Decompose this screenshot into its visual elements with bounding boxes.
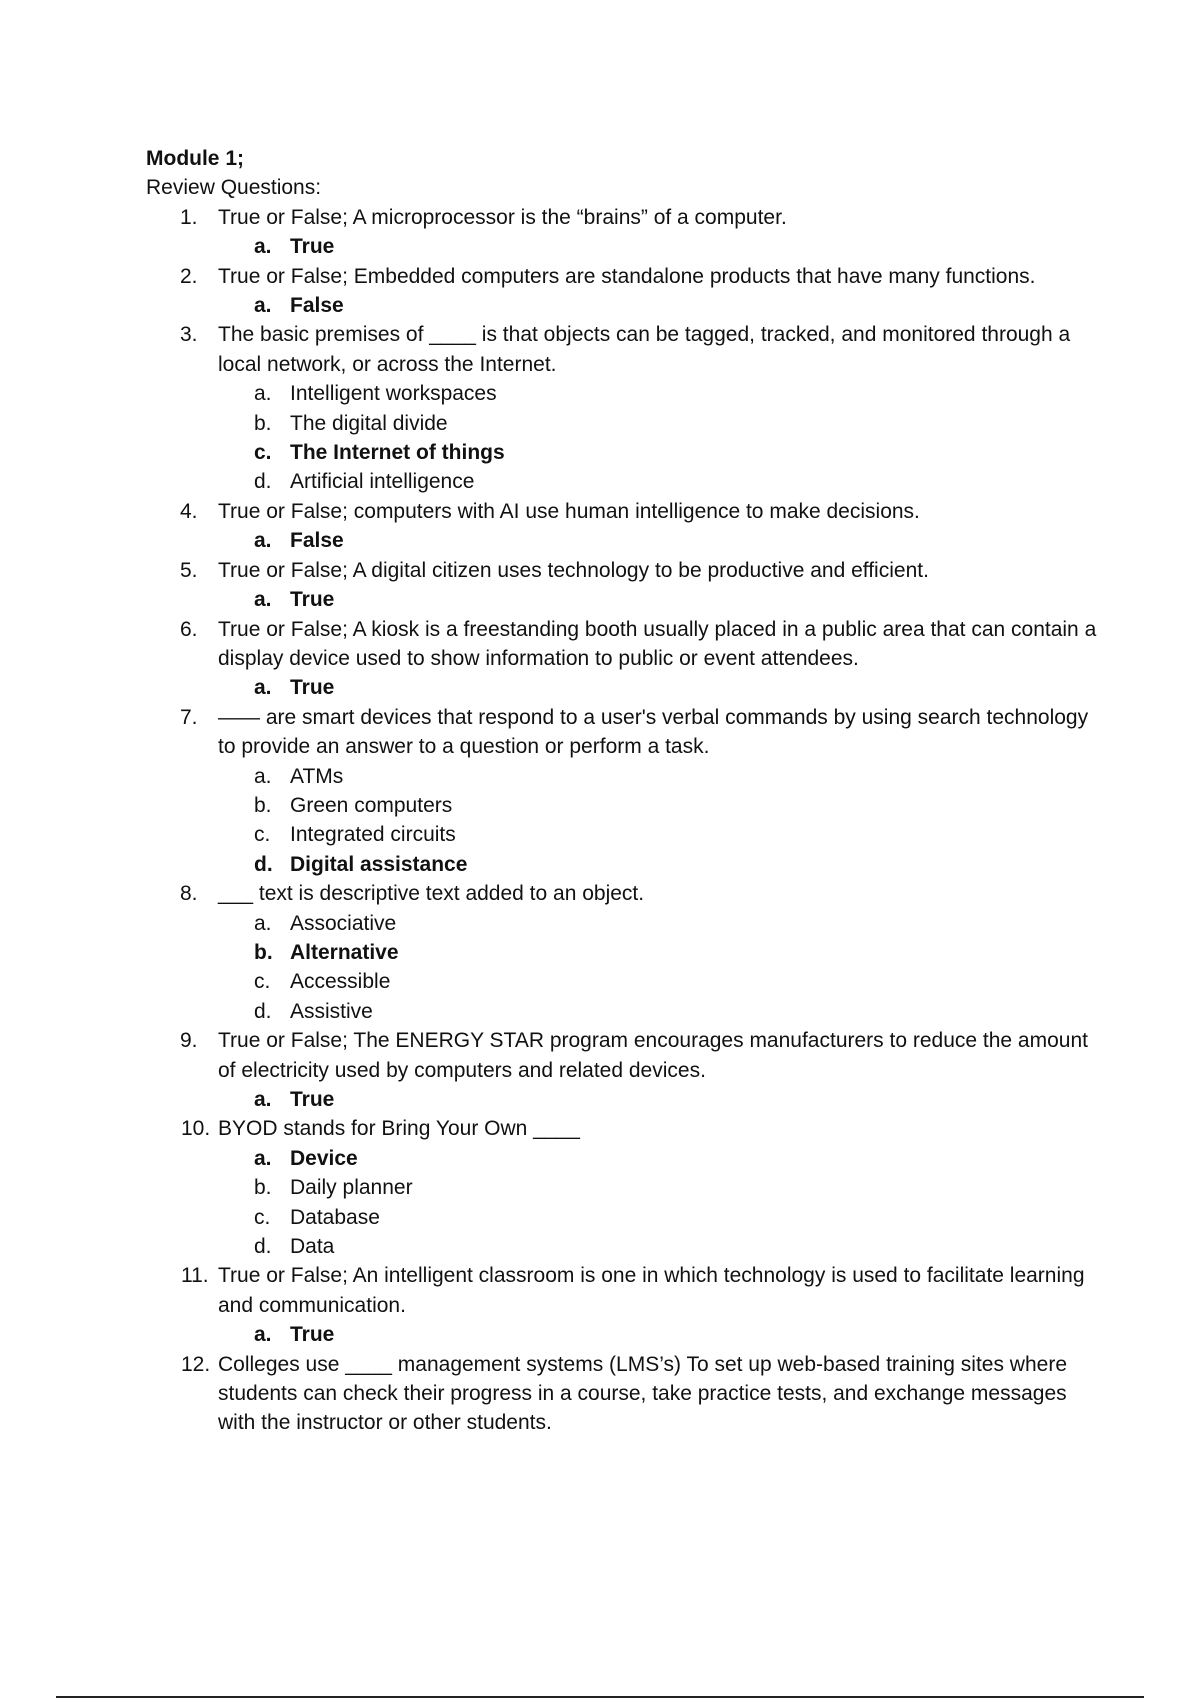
option-letter: d. <box>254 470 272 494</box>
question-number: 11. <box>181 1264 209 1288</box>
correct-answer-option <box>218 1085 1106 1114</box>
option-text: Assistive <box>290 999 373 1023</box>
answer-options <box>218 762 1106 880</box>
answer-options <box>218 673 1106 702</box>
option-text: Database <box>290 1205 380 1229</box>
question-item <box>146 1026 1106 1114</box>
option-letter: d. <box>254 1235 272 1259</box>
option-text: Artificial intelligence <box>290 470 475 494</box>
option-letter: a. <box>254 588 272 612</box>
option-letter: a. <box>254 294 272 318</box>
question-number: 2. <box>180 264 198 288</box>
correct-answer-option <box>218 232 1106 261</box>
answer-option <box>218 967 1106 996</box>
option-letter: a. <box>254 529 272 553</box>
option-text: Intelligent workspaces <box>290 382 497 406</box>
question-text: True or False; The ENERGY STAR program encourages manufacturers to reduce the amount of electricity used by computers and related devices. <box>218 1029 1088 1082</box>
question-text: True or False; A digital citizen uses technology to be productive and efficient. <box>218 558 929 582</box>
correct-answer-option <box>218 850 1106 879</box>
option-letter: c. <box>254 441 272 465</box>
option-letter: a. <box>254 235 272 259</box>
question-text: True or False; A kiosk is a freestanding booth usually placed in a public area that can contain a display device used to show information to public or event attendees. <box>218 617 1097 670</box>
option-text: Accessible <box>290 970 391 994</box>
option-letter: d. <box>254 852 273 876</box>
question-text: BYOD stands for Bring Your Own ____ <box>218 1117 580 1141</box>
option-letter: d. <box>254 999 272 1023</box>
answer-options <box>218 1085 1106 1114</box>
question-text: True or False; Embedded computers are standalone products that have many functions. <box>218 264 1036 288</box>
option-text: Daily planner <box>290 1176 413 1200</box>
answer-options <box>218 1144 1106 1262</box>
answer-option <box>218 909 1106 938</box>
answer-option <box>218 1203 1106 1232</box>
option-text: The Internet of things <box>290 441 505 465</box>
page-bottom-rule <box>56 1696 1144 1698</box>
option-letter: c. <box>254 970 271 994</box>
option-letter: b. <box>254 940 273 964</box>
question-number: 9. <box>180 1029 198 1053</box>
option-letter: a. <box>254 382 272 406</box>
option-text: Integrated circuits <box>290 823 456 847</box>
option-text: False <box>290 294 344 318</box>
option-letter: c. <box>254 1205 271 1229</box>
option-letter: a. <box>254 676 272 700</box>
correct-answer-option <box>218 291 1106 320</box>
option-letter: b. <box>254 1176 272 1200</box>
question-item <box>146 879 1106 1026</box>
correct-answer-option <box>218 585 1106 614</box>
question-text: Colleges use ____ management systems (LMS’s) To set up web-based training sites where students can check their progress in a course, take practice tests, and exchange messages with the instructor or other students. <box>218 1352 1067 1435</box>
question-item <box>146 1114 1106 1261</box>
option-text: Data <box>290 1235 335 1259</box>
option-letter: c. <box>254 823 271 847</box>
review-heading: Review Questions: <box>146 176 322 200</box>
questions-list <box>146 203 1106 1438</box>
question-number: 10. <box>181 1117 211 1141</box>
answer-options <box>218 232 1106 261</box>
question-text: True or False; An intelligent classroom is one in which technology is used to facilitate learning and communication. <box>218 1264 1085 1317</box>
correct-answer-option <box>218 1320 1106 1349</box>
question-number: 4. <box>180 499 198 523</box>
correct-answer-option <box>218 526 1106 555</box>
question-item <box>146 1261 1106 1349</box>
question-number: 3. <box>180 323 198 347</box>
question-number: 1. <box>180 205 198 229</box>
answer-option <box>218 791 1106 820</box>
question-text: ___ text is descriptive text added to an object. <box>218 882 645 906</box>
question-item <box>146 556 1106 615</box>
option-letter: a. <box>254 764 272 788</box>
option-text: True <box>290 1088 335 1111</box>
answer-options <box>218 291 1106 320</box>
question-text: —— are smart devices that respond to a user's verbal commands by using search technology to provide an answer to a question or perform a task. <box>218 705 1089 759</box>
correct-answer-option <box>218 673 1106 702</box>
option-text: True <box>290 588 335 612</box>
option-text: True <box>290 676 335 700</box>
option-text: True <box>290 235 335 259</box>
option-text: False <box>290 529 344 553</box>
option-text: Digital assistance <box>290 852 468 876</box>
option-letter: b. <box>254 411 272 435</box>
answer-options <box>218 909 1106 1027</box>
question-text: The basic premises of ____ is that objects can be tagged, tracked, and monitored through a local network, or across the Internet. <box>218 323 1071 376</box>
option-text: True <box>290 1323 335 1347</box>
module-title: Module 1; <box>146 147 244 170</box>
question-number: 6. <box>180 617 198 641</box>
option-letter: a. <box>254 1323 272 1347</box>
question-item <box>146 320 1106 496</box>
question-item <box>146 703 1106 879</box>
answer-options <box>218 1320 1106 1349</box>
option-text: Associative <box>290 911 397 935</box>
answer-options <box>218 379 1106 497</box>
option-text: ATMs <box>290 764 344 788</box>
question-item <box>146 203 1106 262</box>
answer-option <box>218 997 1106 1026</box>
question-number: 7. <box>180 705 198 729</box>
question-text: True or False; computers with AI use human intelligence to make decisions. <box>218 499 920 523</box>
answer-option <box>218 409 1106 438</box>
question-number: 5. <box>180 558 198 582</box>
option-text: Alternative <box>290 940 399 964</box>
answer-option <box>218 820 1106 849</box>
question-text: True or False; A microprocessor is the “brains” of a computer. <box>218 205 787 229</box>
option-letter: a. <box>254 911 272 935</box>
option-text: The digital divide <box>290 411 448 435</box>
answer-option <box>218 467 1106 496</box>
correct-answer-option <box>218 938 1106 967</box>
question-item <box>146 262 1106 321</box>
answer-option <box>218 1173 1106 1202</box>
question-item <box>146 615 1106 703</box>
answer-option <box>218 762 1106 791</box>
correct-answer-option <box>218 1144 1106 1173</box>
answer-option <box>218 1232 1106 1261</box>
answer-option <box>218 379 1106 408</box>
question-number: 12. <box>181 1352 211 1376</box>
question-item <box>146 1350 1106 1438</box>
option-letter: a. <box>254 1088 272 1111</box>
correct-answer-option <box>218 438 1106 467</box>
option-letter: a. <box>254 1146 272 1170</box>
answer-options <box>218 585 1106 614</box>
option-letter: b. <box>254 793 272 817</box>
question-item <box>146 497 1106 556</box>
option-text: Green computers <box>290 793 453 817</box>
answer-options <box>218 526 1106 555</box>
document-page <box>146 144 1106 1438</box>
question-number: 8. <box>180 882 198 906</box>
option-text: Device <box>290 1146 358 1170</box>
